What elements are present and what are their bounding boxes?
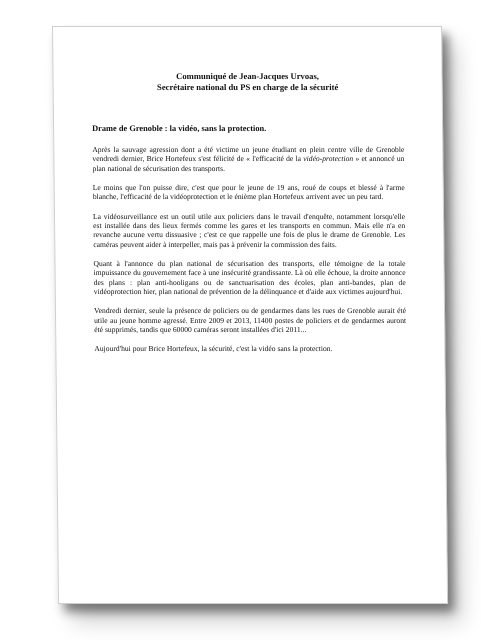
document-sheet <box>52 26 448 604</box>
paragraph-1-text-end: » et annoncé un plan national de sécurisation des transports. <box>92 154 405 173</box>
paragraph-1 <box>92 145 404 173</box>
paragraph-4: Quant à l'annonce du plan national de sécurisation des transports, elle témoigne de la totale impuissance du gouvernement face à une insécurité grandissante. Là où elle échoue, la droite annonce des plans : plan anti-hooligans ou de sanctuarisation des écoles, plan anti-bandes, plan de vidéoprotection hier, plan national de prévention de la délinquance et d'aide aux victimes aujourd'hui. <box>93 259 406 297</box>
article-subtitle: Drame de Grenoble : la vidéo, sans la protection. <box>92 123 267 133</box>
paragraph-1-italic: vidéo-protection <box>303 154 354 164</box>
press-release-header <box>91 71 403 93</box>
header-line-author: Communiqué de Jean-Jacques Urvoas, <box>176 70 319 81</box>
header-line-role: Secrétaire national du PS en charge de la sécurité <box>156 81 339 92</box>
paragraph-2: Le moins que l'on puisse dire, c'est que pour le jeune de 19 ans, roué de coups et blessé à l'arme blanche, l'efficacité de la vidéoprotection et le énième plan Hortefeux arrivent avec un peu tard. <box>92 183 405 202</box>
paragraph-5: Vendredi dernier, seule la présence de policiers ou de gendarmes dans les rues de Grenoble aurait été utile au jeune homme agressé. Entre 2009 et 2013, 11400 postes de policiers et de gendarmes auront été supprimés, tandis que 60000 caméras seront installées d'ici 2011... <box>93 306 407 335</box>
paragraph-1-text-start: Après la sauvage agression dont a été victime un jeune étudiant en plein centre ville de Grenoble vendredi dernier, Brice Hortefeux s'est félicité de « l'efficacité de la <box>92 144 405 164</box>
paragraph-3: La vidéosurveillance est un outil utile aux policiers dans le travail d'enquête, notamment lorsqu'elle est installée dans des lieux fermés comme les gares et les transports en commun. Mais elle n'a en revanche aucune vertu dissuasive ; c'est ce que rappelle une fois de plus le drame de Grenoble. Les caméras peuvent aider à interpeller, mais pas à prévenir la commission des faits. <box>92 211 406 249</box>
paragraph-6: Aujourd'hui pour Brice Hortefeux, la sécurité, c'est la vidéo sans la protection. <box>94 344 333 354</box>
